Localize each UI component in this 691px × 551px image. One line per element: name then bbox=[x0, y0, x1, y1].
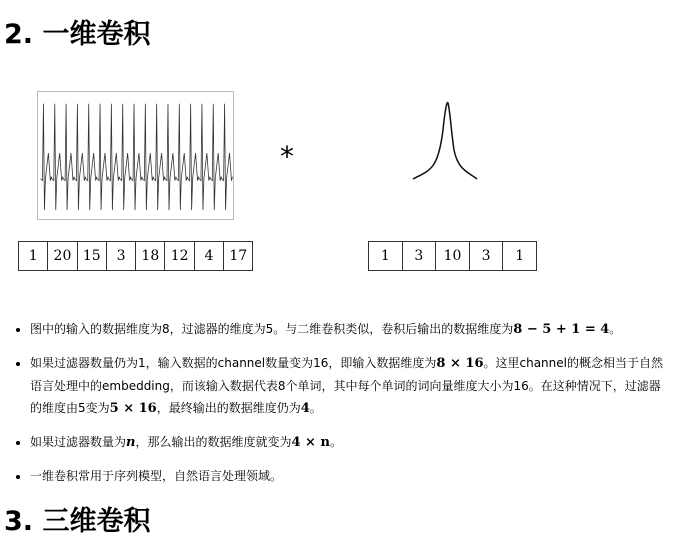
text: 如果过滤器数量为 bbox=[30, 435, 127, 449]
text: 。这里channel的概念相当于自然语言处理中的embedding，而该输入数据代表8个单词，其中每个单词的词向量维度大小为16。在这种情况下，过滤器的维度由5变为 bbox=[30, 356, 663, 415]
vector-cell: 3 bbox=[403, 242, 437, 270]
text: ，最终输出的数据维度仍为 bbox=[156, 401, 301, 415]
text: 。 bbox=[309, 401, 322, 415]
math: 8 × 16 bbox=[436, 356, 484, 371]
text: 。 bbox=[609, 322, 622, 336]
text: 一维卷积常用于序列模型，自然语言处理领域。 bbox=[30, 469, 283, 483]
math: 4 × n bbox=[291, 435, 330, 450]
vector-cell: 3 bbox=[470, 242, 504, 270]
vector-cell: 1 bbox=[19, 242, 48, 270]
vector-cell: 10 bbox=[436, 242, 470, 270]
text: 。 bbox=[329, 435, 342, 449]
vector-cell: 1 bbox=[369, 242, 403, 270]
bullet-item bbox=[30, 318, 670, 341]
section-heading-1d-conv: 2. 一维卷积 bbox=[4, 19, 151, 50]
bullet-list bbox=[0, 318, 670, 498]
vector-cell: 4 bbox=[195, 242, 224, 270]
text: 图中的输入的数据维度为8，过滤器的维度为5。与二维卷积类似，卷积后输出的数据维度为 bbox=[30, 322, 514, 336]
vector-cell: 20 bbox=[48, 242, 77, 270]
math: 5 × 16 bbox=[109, 401, 157, 416]
convolution-operator: * bbox=[280, 140, 294, 173]
filter-vector bbox=[368, 241, 537, 271]
bullet-item bbox=[30, 465, 670, 487]
vector-cell: 17 bbox=[224, 242, 253, 270]
section-heading-3d-conv: 3. 三维卷积 bbox=[4, 506, 151, 537]
vector-cell: 3 bbox=[107, 242, 136, 270]
math: 4 bbox=[300, 401, 310, 416]
input-vector bbox=[18, 241, 253, 271]
math: n bbox=[126, 435, 136, 450]
text: 如果过滤器数量仍为1，输入数据的channel数量变为16，即输入数据维度为 bbox=[30, 356, 437, 370]
vector-cell: 12 bbox=[165, 242, 194, 270]
vector-cell: 1 bbox=[503, 242, 537, 270]
text: ，那么输出的数据维度就变为 bbox=[135, 435, 292, 449]
vector-cell: 15 bbox=[78, 242, 107, 270]
filter-kernel-curve bbox=[410, 100, 482, 182]
math: 8 − 5 + 1 = 4 bbox=[513, 322, 610, 337]
bullet-item bbox=[30, 431, 670, 454]
ecg-signal-image bbox=[37, 91, 234, 220]
bullet-item bbox=[30, 352, 670, 420]
vector-cell: 18 bbox=[136, 242, 165, 270]
